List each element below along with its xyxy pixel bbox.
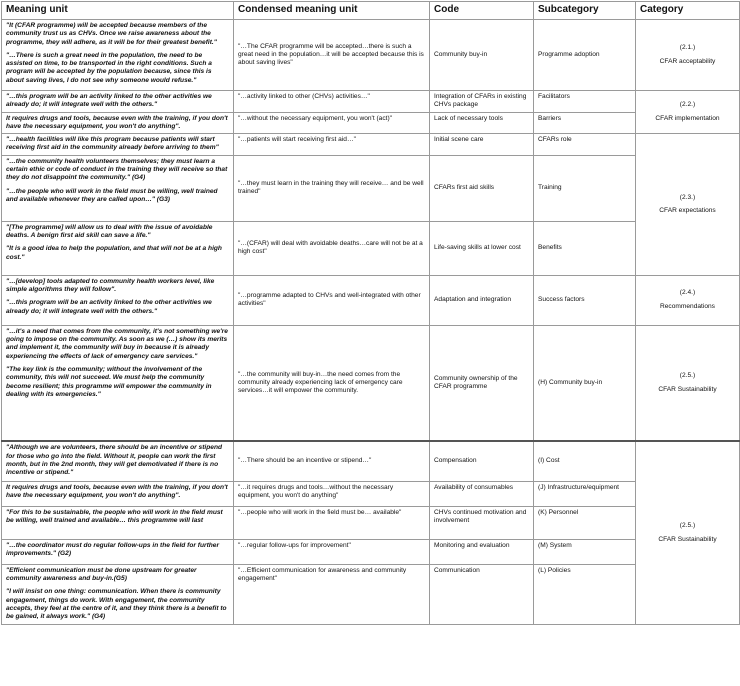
meaning-unit-cell (2, 325, 234, 441)
category-number: (2.1.) (679, 44, 696, 52)
code-cell: Life-saving skills at lower cost (430, 221, 534, 275)
thematic-analysis-table (1, 1, 740, 625)
category-number: (2.4.) (679, 289, 696, 297)
meaning-unit-cell (2, 441, 234, 481)
category-number: (2.5.) (679, 522, 696, 530)
subcategory-cell: Facilitators (534, 91, 636, 113)
meaning-quote: "For this to be sustainable, the people who will work in the field must be willing, well trained and available… this programme will last (6, 508, 223, 525)
code-cell: Availability of consumables (430, 481, 534, 506)
table-row (2, 112, 740, 134)
code-cell: Monitoring and evaluation (430, 539, 534, 564)
meaning-unit-cell (2, 275, 234, 325)
category-number: (2.5.) (679, 372, 696, 380)
meaning-quote: "…this program will be an activity linked to the other activities we already do; it will integrate well with the others." (6, 299, 212, 315)
meaning-quote: "The key link is the community; without the involvement of the community, this will not succeed. We must help the community become resilient; this programme will empower the community in dealing with its emergencies." (6, 365, 212, 398)
category-cell (636, 275, 740, 325)
category-label: CFAR Sustainability (658, 535, 717, 543)
subcategory-cell: CFARs role (534, 134, 636, 156)
meaning-quote: "It (CFAR programme) will be accepted because members of the community trust us as CHVs. Once we raise awareness about the programme, they will adhere, as it will be for their greatest benefit." (6, 22, 217, 46)
table-row (2, 539, 740, 564)
category-cell (636, 91, 740, 134)
subcategory-cell: (I) Cost (534, 441, 636, 481)
code-cell: Community ownership of the CFAR programme (430, 325, 534, 441)
code-cell: Integration of CFARs in existing CHVs package (430, 91, 534, 113)
meaning-unit-cell (2, 481, 234, 506)
meaning-quote: "I will insist on one thing: communication. When there is community engagement, things do work. With engagement, the community accepts, they feel at the centre of it, and they think there is a benefit to be gained, it always work." (G4) (6, 588, 227, 621)
meaning-quote: "[The programme] will allow us to deal with the issue of avoidable deaths. A benign first aid skill can save a life." (6, 223, 213, 240)
code-cell: Lack of necessary tools (430, 112, 534, 134)
meaning-quote: "…There is such a great need in the population, the need to be assisted on time, to be transported in the right conditions. Such a program will be accepted by the population because, since this is about saving lives, I do not see why someone would refuse." (6, 51, 212, 84)
table-row (2, 564, 740, 624)
meaning-quote: "…health facilities will like this program because patients will start receiving first aid in the community already before arriving to them" (6, 136, 219, 152)
condensed-cell: "…The CFAR programme will be accepted…there is such a great need in the population…it will be accepted because this is about saving lives" (234, 20, 430, 91)
category-number: (2.2.) (679, 101, 696, 109)
meaning-unit-cell (2, 112, 234, 134)
header-code: Code (430, 2, 534, 20)
subcategory-cell: (L) Policies (534, 564, 636, 624)
table-row (2, 91, 740, 113)
table-row (2, 481, 740, 506)
category-cell (636, 20, 740, 91)
table-row (2, 221, 740, 275)
subcategory-cell: (M) System (534, 539, 636, 564)
meaning-quote: "It is a good idea to help the population, and that will not be at a high cost." (6, 245, 222, 261)
subcategory-cell: Programme adoption (534, 20, 636, 91)
meaning-unit-cell (2, 134, 234, 156)
table-row (2, 155, 740, 221)
code-cell: Initial scene care (430, 134, 534, 156)
subcategory-cell: (H) Community buy-in (534, 325, 636, 441)
category-cell (636, 441, 740, 624)
condensed-cell: "…There should be an incentive or stipend…" (234, 441, 430, 481)
meaning-quote: "…this program will be an activity linked to the other activities we already do; it will integrate well with the others." (6, 93, 212, 109)
condensed-cell: "…regular follow-ups for improvement" (234, 539, 430, 564)
condensed-cell: "…it requires drugs and tools…without the necessary equipment, you won't do anything" (234, 481, 430, 506)
code-cell: Communication (430, 564, 534, 624)
category-label: CFAR implementation (655, 114, 720, 122)
category-number: (2.3.) (679, 193, 696, 201)
meaning-unit-cell (2, 506, 234, 539)
category-label: CFAR expectations (659, 206, 716, 214)
meaning-quote: "…the community health volunteers themselves; they must learn a certain ethic or code of conduct in the training they will receive so that they do not disappoint the community." (G4) (6, 157, 228, 182)
meaning-quote: "…it's a need that comes from the community, it's not something we're going to impose on the community. As soon as we (…) show its merits and implement it, the community will buy in because it is already experiencing the effects of lack of emergency care services." (6, 327, 228, 360)
table-header-row (2, 2, 740, 20)
subcategory-cell: (J) Infrastructure/equipment (534, 481, 636, 506)
meaning-unit-cell (2, 20, 234, 91)
table-row (2, 506, 740, 539)
table-row (2, 275, 740, 325)
meaning-quote: "…[develop] tools adapted to community health workers level, like simple algorithms they will follow". (6, 277, 215, 294)
subcategory-cell: Barriers (534, 112, 636, 134)
table-row (2, 134, 740, 156)
code-cell: Adaptation and integration (430, 275, 534, 325)
code-cell: CFARs first aid skills (430, 155, 534, 221)
condensed-cell: "…people who will work in the field must be… available" (234, 506, 430, 539)
header-subcategory: Subcategory (534, 2, 636, 20)
condensed-cell: "…the community will buy-in…the need comes from the community already experiencing lack of emergency care services…it will empower the community. (234, 325, 430, 441)
table-row (2, 441, 740, 481)
category-label: CFAR Sustainability (658, 385, 717, 393)
code-cell: Community buy-in (430, 20, 534, 91)
subcategory-cell: Success factors (534, 275, 636, 325)
category-cell (636, 325, 740, 441)
code-cell: CHVs continued motivation and involvement (430, 506, 534, 539)
header-condensed-meaning-unit: Condensed meaning unit (234, 2, 430, 20)
meaning-unit-cell (2, 564, 234, 624)
subcategory-cell: Benefits (534, 221, 636, 275)
meaning-unit-cell (2, 91, 234, 113)
condensed-cell: "…without the necessary equipment, you won't (act)" (234, 112, 430, 134)
header-category: Category (636, 2, 740, 20)
subcategory-cell: Training (534, 155, 636, 221)
table-row (2, 325, 740, 441)
meaning-unit-cell (2, 221, 234, 275)
category-cell (636, 134, 740, 276)
code-cell: Compensation (430, 441, 534, 481)
header-meaning-unit: Meaning unit (2, 2, 234, 20)
condensed-cell: "…programme adapted to CHVs and well-integrated with other activities" (234, 275, 430, 325)
condensed-cell: "…patients will start receiving first aid…" (234, 134, 430, 156)
meaning-quote: It requires drugs and tools, because even with the training, if you don't have the necessary equipment, you won't do anything". (6, 114, 228, 130)
meaning-unit-cell (2, 155, 234, 221)
condensed-cell: "…activity linked to other (CHVs) activities…" (234, 91, 430, 113)
meaning-unit-cell (2, 539, 234, 564)
meaning-quote: "Efficient communication must be done upstream for greater community awareness and buy-in.(G5) (6, 566, 197, 583)
condensed-cell: "…(CFAR) will deal with avoidable deaths…care will not be at a high cost" (234, 221, 430, 275)
category-label: Recommendations (660, 302, 715, 310)
condensed-cell: "…they must learn in the training they will receive… and be well trained" (234, 155, 430, 221)
meaning-quote: It requires drugs and tools, because even with the training, if you don't have the necessary equipment, you won't do anything". (6, 483, 228, 500)
meaning-quote: "…the people who will work in the field must be willing, well trained and available whenever they are called upon…" (G3) (6, 187, 218, 203)
meaning-quote: "…the coordinator must do regular follow-ups in the field for further improvements." (G2) (6, 541, 220, 558)
subcategory-cell: (K) Personnel (534, 506, 636, 539)
category-label: CFAR acceptability (659, 57, 716, 65)
condensed-cell: "…Efficient communication for awareness and community engagement" (234, 564, 430, 624)
meaning-quote: "Although we are volunteers, there should be an incentive or stipend for those who go into the field. Without it, people can work the first month, but in the 2nd month, they will get demotivated if there is no incentive or stipend." (6, 444, 222, 477)
table-row (2, 20, 740, 91)
